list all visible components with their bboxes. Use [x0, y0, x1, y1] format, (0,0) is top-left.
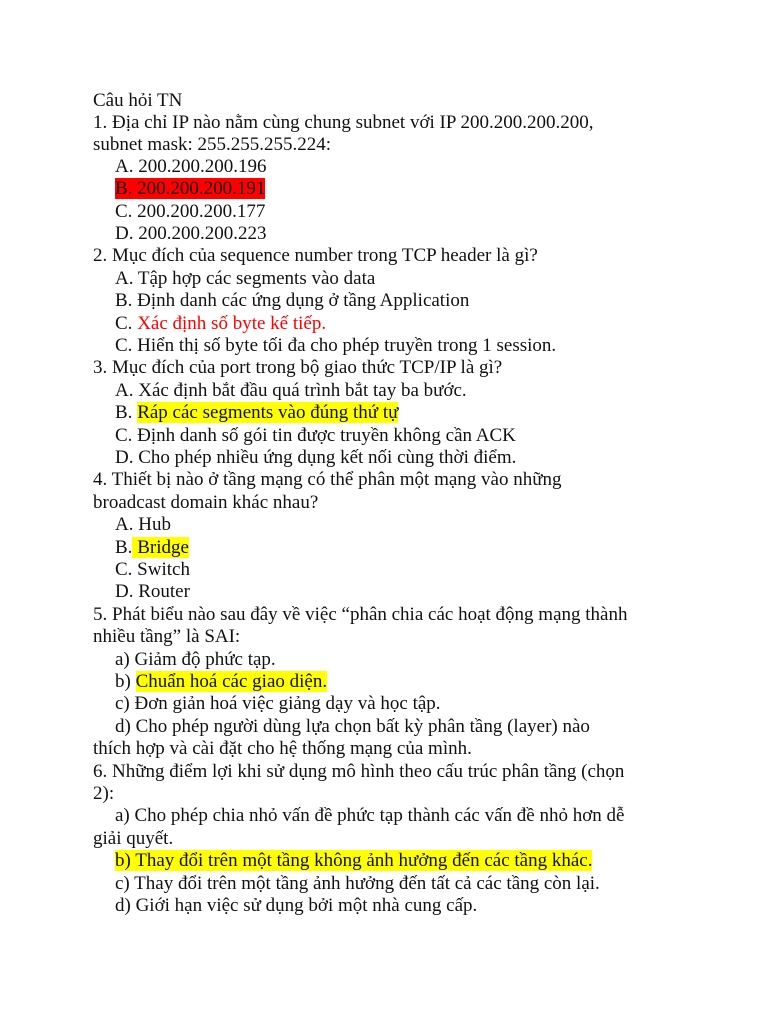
document-title: Câu hỏi TN — [93, 90, 183, 111]
question-4-answer-highlight: Bridge — [132, 537, 189, 558]
question-4-option-d: D. Router — [115, 581, 190, 602]
question-6-option-a-continued: giải quyết. — [93, 828, 174, 849]
question-1-option-c: C. 200.200.200.177 — [115, 201, 266, 222]
question-3-answer-highlight: Ráp các segments vào đúng thứ tự — [137, 402, 399, 423]
question-2-option-c — [115, 313, 326, 335]
question-4-option-a: A. Hub — [115, 514, 171, 535]
question-1-stem-line-2: subnet mask: 255.255.255.224: — [93, 134, 332, 155]
question-6-stem-line-1: 6. Những điểm lợi khi sử dụng mô hình theo cấu trúc phân tầng (chọn — [93, 761, 625, 782]
question-2-option-c-extra: C. Hiển thị số byte tối đa cho phép truyền trong 1 session. — [115, 335, 557, 356]
question-1-option-b — [115, 178, 265, 200]
question-1-answer-highlight: B. 200.200.200.191 — [115, 178, 266, 199]
question-1-stem-line-1: 1. Địa chỉ IP nào nằm cùng chung subnet với IP 200.200.200.200, — [93, 112, 594, 133]
question-2-option-a: A. Tập hợp các segments vào data — [115, 268, 376, 289]
question-2-option-c-prefix: C. — [115, 313, 138, 334]
question-2-stem: 2. Mục đích của sequence number trong TCP header là gì? — [93, 245, 538, 266]
question-5-answer-highlight: Chuẩn hoá các giao diện. — [135, 671, 328, 692]
question-4-option-b — [115, 537, 189, 559]
question-3-option-d: D. Cho phép nhiều ứng dụng kết nối cùng thời điểm. — [115, 447, 517, 468]
question-6-option-d: d) Giới hạn việc sử dụng bởi một nhà cung cấp. — [115, 895, 478, 916]
question-5-option-c: c) Đơn giản hoá việc giảng dạy và học tập. — [115, 693, 441, 714]
question-5-stem-line-1: 5. Phát biểu nào sau đây về việc “phân chia các hoạt động mạng thành — [93, 604, 628, 625]
question-5-option-d-continued: thích hợp và cài đặt cho hệ thống mạng của mình. — [93, 738, 472, 759]
question-4-option-c: C. Switch — [115, 559, 190, 580]
question-6-option-b — [115, 850, 592, 872]
question-6-option-c: c) Thay đổi trên một tầng ảnh hưởng đến tất cả các tầng còn lại. — [115, 873, 600, 894]
question-4-option-b-prefix: B. — [115, 537, 133, 558]
question-3-option-c: C. Định danh số gói tin được truyền không cần ACK — [115, 425, 516, 446]
question-2-answer-text: Xác định số byte kế tiếp. — [137, 313, 327, 334]
question-5-option-d: d) Cho phép người dùng lựa chọn bất kỳ phân tầng (layer) nào — [115, 716, 590, 737]
question-3-stem: 3. Mục đích của port trong bộ giao thức TCP/IP là gì? — [93, 357, 503, 378]
question-6-stem-line-2: 2): — [93, 783, 115, 804]
question-1-option-a: A. 200.200.200.196 — [115, 156, 267, 177]
question-6-answer-highlight: b) Thay đổi trên một tầng không ảnh hưởng đến các tầng khác. — [115, 850, 593, 871]
question-3-option-b — [115, 402, 398, 424]
question-3-option-b-prefix: B. — [115, 402, 138, 423]
question-2-option-b: B. Định danh các ứng dụng ở tầng Application — [115, 290, 470, 311]
question-4-stem-line-1: 4. Thiết bị nào ở tầng mạng có thể phân một mạng vào những — [93, 469, 562, 490]
question-5-stem-line-2: nhiều tầng” là SAI: — [93, 626, 241, 647]
question-6-option-a: a) Cho phép chia nhỏ vấn đề phức tạp thành các vấn đề nhỏ hơn dễ — [115, 805, 625, 826]
question-3-option-a: A. Xác định bắt đầu quá trình bắt tay ba bước. — [115, 380, 467, 401]
question-4-stem-line-2: broadcast domain khác nhau? — [93, 492, 319, 513]
question-1-option-d: D. 200.200.200.223 — [115, 223, 267, 244]
question-5-option-b-prefix: b) — [115, 671, 136, 692]
question-5-option-b — [115, 671, 327, 693]
question-5-option-a: a) Giảm độ phức tạp. — [115, 649, 276, 670]
